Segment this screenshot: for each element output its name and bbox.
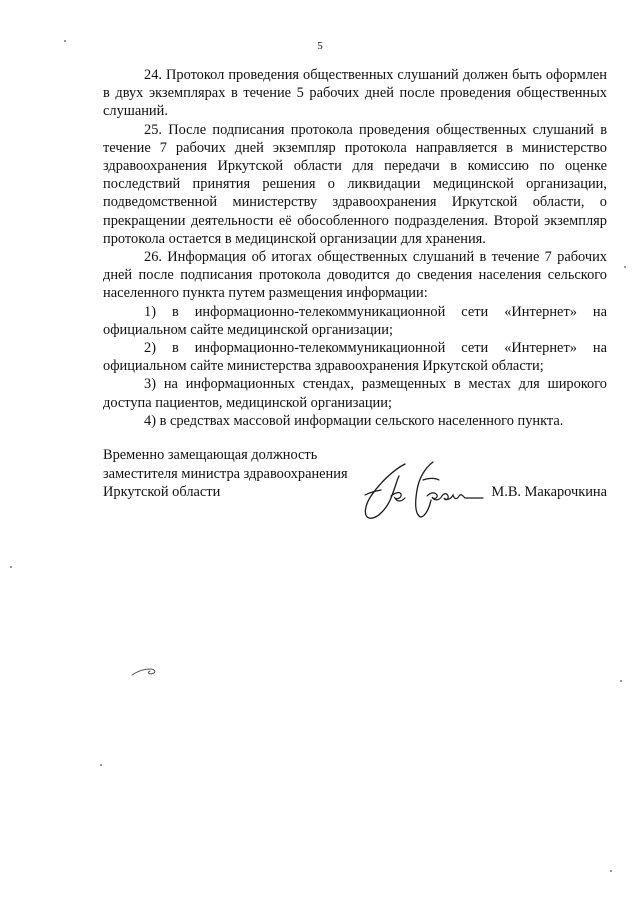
scan-speck (64, 40, 66, 42)
signer-name: М.В. Макарочкина (491, 484, 607, 500)
paragraph-25: 25. После подписания протокола проведения общественных слушаний в течение 7 рабочих дней экземпляр протокола направляется в министерство здравоохранения Иркутской области для передачи в комиссию по оценке последствий принятия решения о ликвидации медицинской организации, подведомственной министерству здравоохранения Иркутской области, о прекращении деятельности её обособленного подразделения. Второй экземпляр протокола остается в медицинской организации для хранения. (103, 121, 607, 247)
list-item-3: 3) на информационных стендах, размещенных в местах для широкого доступа пациентов, медицинской организации; (103, 376, 607, 411)
stray-pen-mark (130, 665, 160, 679)
signer-title-line: Иркутской области (103, 484, 221, 500)
page-number: 5 (317, 40, 323, 52)
signer-title-line: Временно замещающая должность (103, 447, 318, 463)
list-item-2: 2) в информационно-телекоммуникационной сети «Интернет» на официальном сайте министерства здравоохранения Иркутской области; (103, 340, 607, 375)
signature-block (103, 446, 607, 526)
list-item-4: 4) в средствах массовой информации сельского населенного пункта. (144, 412, 564, 429)
signer-title-line: заместителя министра здравоохранения (103, 465, 348, 482)
handwritten-signature (335, 460, 485, 530)
scan-speck (100, 764, 102, 766)
paragraph-26: 26. Информация об итогах общественных слушаний в течение 7 рабочих дней после подписания протокола доводится до сведения населения сельского населенного пункта путем размещения информации: (103, 249, 607, 302)
list-item-1: 1) в информационно-телекоммуникационной сети «Интернет» на официальном сайте медицинской организации; (103, 303, 607, 338)
scan-speck (620, 680, 622, 682)
scan-speck (610, 870, 612, 872)
document-body (103, 66, 607, 430)
signer-title (103, 446, 348, 502)
scan-speck (10, 566, 12, 568)
paragraph-24: 24. Протокол проведения общественных слушаний должен быть оформлен в двух экземплярах в течение 5 рабочих дней после проведения общественных слушаний. (103, 67, 607, 120)
scan-speck (624, 266, 626, 268)
